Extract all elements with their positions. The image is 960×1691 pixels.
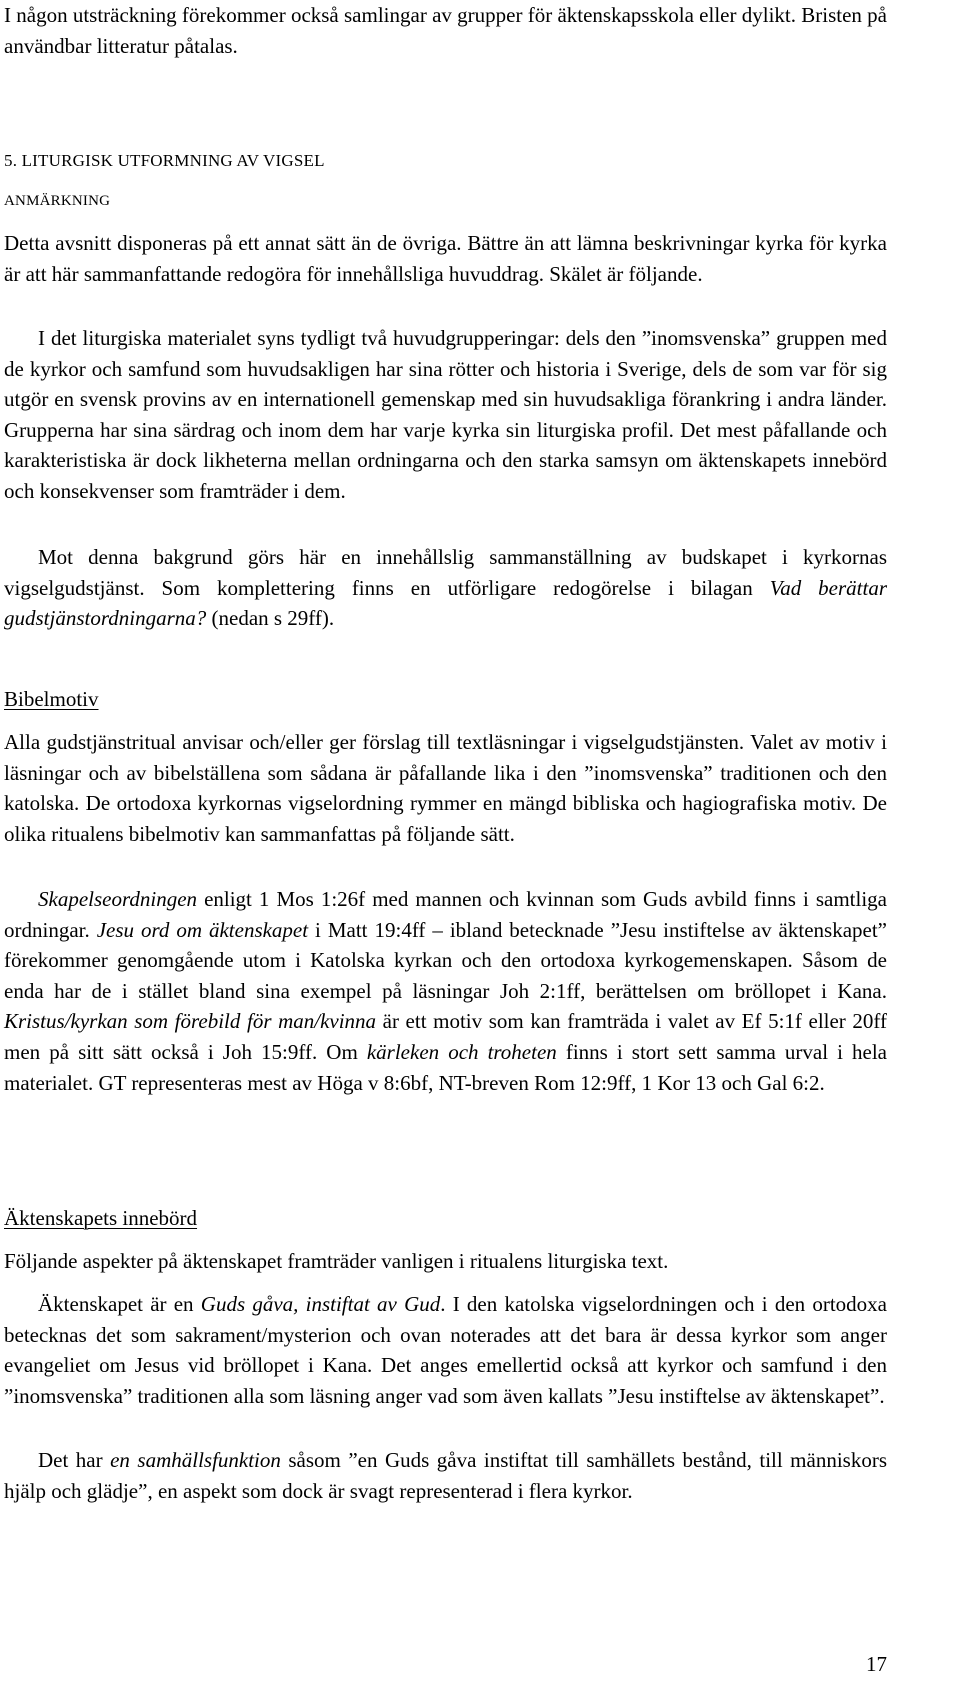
paragraph-text: . I den katolska vigselordningen och i den ortodoxa betecknas det som sakrament/mysterion och ovan noterades att det bara är dessa kyrkor som anger evangeliet om Jesus vid bröllopet i Kana. Det anges emellertid också att kyrkor och samfund i den ”inomsvenska” traditionen alla som läsning anger vad som även kallats ”Jesu instiftelse av äktenskapet”. <box>4 1292 888 1408</box>
paragraph-mot-denna <box>4 542 887 634</box>
paragraph-text: är ett motiv som kan framträda i valet av Ef 5:1f eller 20ff men på sitt sätt också i Joh 15:9ff. Om <box>4 1009 887 1064</box>
paragraph-text: I det liturgiska materialet syns tydligt två huvudgrupperingar: dels den ”inomsvenska” gruppen med de kyrkor och samfund som huvudsakligen har sina rötter och historia i Sverige, dels de som var för sig utgör en svensk provins av en internationell gemenskap med sin huvudsakliga förankring i andra länder. Grupperna har sina särdrag och inom dem har varje kyrka sin liturgiska profil. Det mest påfallande och karakteristiska är dock likheterna mellan ordningarna och den starka samsyn om äktenskapets innebörd och konsekvenser som framträder i dem. <box>4 326 887 503</box>
italic-term: Kristus/kyrkan som förebild för man/kvinna <box>4 1009 377 1034</box>
paragraph-text: Äktenskapet är en <box>38 1292 201 1316</box>
page-number: 17 <box>866 1652 887 1676</box>
italic-title: Vad berättar gudstjänstordningarna? <box>4 575 887 631</box>
paragraph-alla <box>4 727 887 849</box>
italic-term: Guds gåva, instiftat av Gud <box>200 1292 441 1316</box>
paragraph-text: enligt 1 Mos 1:26f med mannen och kvinnan som Guds avbild finns i samtliga ordningar. <box>4 887 887 942</box>
heading-bibelmotiv: Bibelmotiv <box>4 687 99 711</box>
italic-term: en samhällsfunktion <box>110 1448 281 1472</box>
paragraph-text: Följande aspekter på äktenskapet framträder vanligen i ritualens liturgiska text. <box>4 1249 669 1273</box>
paragraph-text: Detta avsnitt disponeras på ett annat sätt än de övriga. Bättre än att lämna beskrivningar kyrka för kyrka är att här sammanfattande redogöra för innehållsliga huvuddrag. Skälet är följande. <box>4 231 887 286</box>
paragraph-text: Mot denna bakgrund görs här en innehållslig sammanställning av budskapet i kyrkornas vigselgudstjänst. Som komplettering finns en utförligare redogörelse i bilagan <box>4 545 887 600</box>
paragraph-text: (nedan s 29ff). <box>206 606 335 631</box>
italic-term: Skapelseordningen <box>38 887 198 911</box>
paragraph-text: Alla gudstjänstritual anvisar och/eller ger förslag till textläsningar i vigselgudstjänsten. Valet av motiv i läsningar och av bibelställena som sådana är påfallande lika i den ”inomsvenska” traditionen och den katolska. De ortodoxa kyrkornas vigselordning rymmer en mängd bibliska och hagiografiska motiv. De olika ritualens bibelmotiv kan sammanfattas på följande sätt. <box>4 730 887 846</box>
paragraph-intro <box>4 0 887 61</box>
paragraph-text: finns i stort sett samma urval i hela materialet. GT representeras mest av Höga v 8:6bf, NT-breven Rom 12:9ff, 1 Kor 13 och Gal 6:2. <box>4 1039 888 1095</box>
section-heading: 5. LITURGISK UTFORMNING AV VIGSEL <box>4 151 325 170</box>
paragraph-text: såsom ”en Guds gåva instiftat till samhällets bestånd, till människors hjälp och glädje”, en aspekt som dock är svagt representerad i flera kyrkor. <box>4 1448 888 1503</box>
paragraph-text: Det har <box>38 1448 111 1472</box>
italic-term: kärleken och troheten <box>366 1039 557 1064</box>
italic-term: Jesu ord om äktenskapet <box>96 917 309 942</box>
paragraph-liturgiska <box>4 323 887 507</box>
paragraph-guds-gava <box>4 1289 887 1411</box>
paragraph-text: I någon utsträckning förekommer också samlingar av grupper för äktenskapsskola eller dylikt. Bristen på användbar litteratur påtalas. <box>4 3 887 58</box>
paragraph-samhallsfunktion <box>4 1445 887 1506</box>
paragraph-skapelse <box>4 884 887 1098</box>
paragraph-anmarkning <box>4 228 887 289</box>
heading-aktenskapets-innebord: Äktenskapets innebörd <box>4 1206 198 1230</box>
paragraph-foljande <box>4 1246 887 1277</box>
anmarkning-label: ANMÄRKNING <box>4 193 111 209</box>
paragraph-text: i Matt 19:4ff – ibland betecknade ”Jesu instiftelse av äktenskapet” förekommer genomgående utom i Katolska kyrkan och den ortodoxa kyrkogemenskapen. Såsom de enda har de i stället bland sina exempel på läsningar Joh 2:1ff, berättelsen om bröllopet i Kana. <box>4 917 887 1003</box>
